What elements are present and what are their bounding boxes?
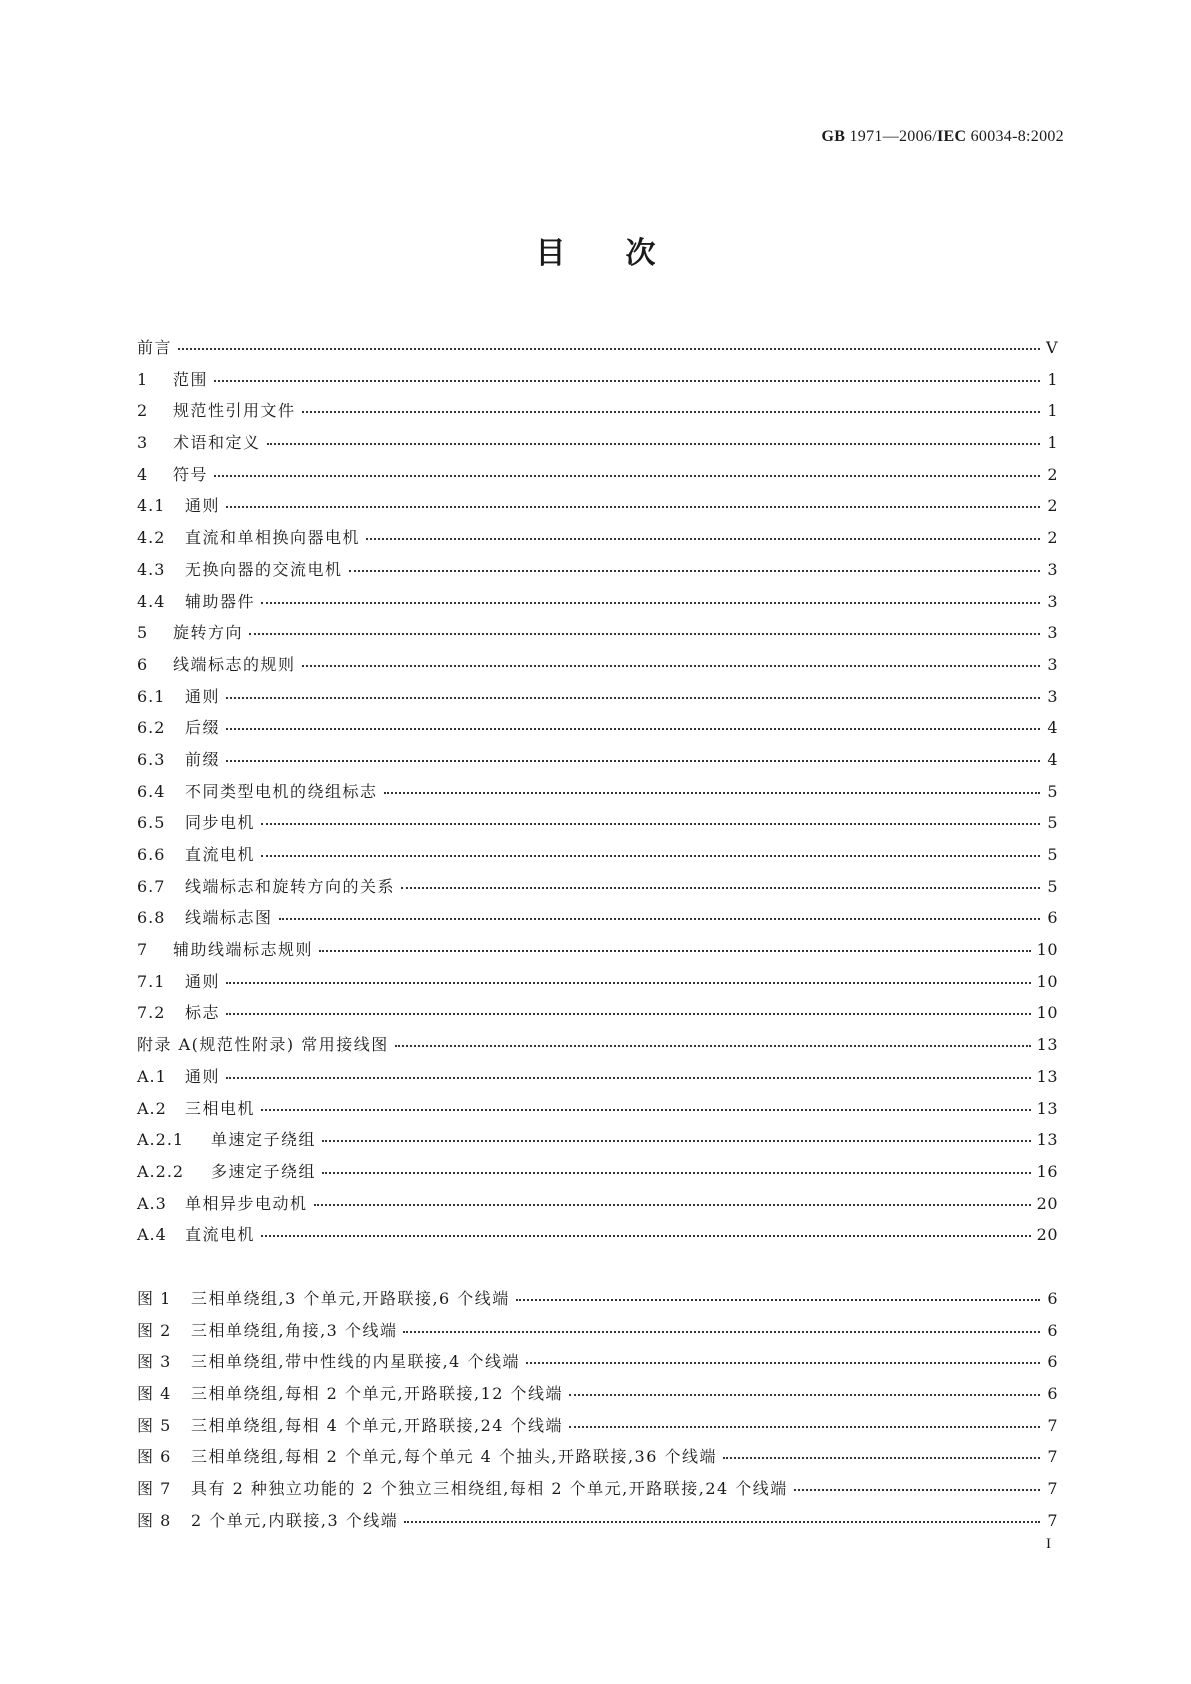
toc-entry[interactable]	[137, 1096, 1058, 1128]
dot-leader	[267, 443, 1040, 445]
toc-entry-label: 直流电机	[185, 1225, 256, 1245]
toc-entry[interactable]	[137, 557, 1058, 589]
toc-entry-page: 4	[1047, 749, 1058, 769]
toc-entry-page: 5	[1047, 813, 1058, 833]
figure-entry-label: 三相单绕组,每相 2 个单元,开路联接,12 个线端	[191, 1384, 564, 1404]
dot-leader	[302, 665, 1040, 667]
toc-entry-number: 4.4	[137, 591, 166, 611]
toc-entry[interactable]	[137, 810, 1058, 842]
dot-leader	[401, 887, 1040, 889]
figure-entry-page: 6	[1047, 1320, 1058, 1340]
toc-entry-number: 6.8	[137, 908, 166, 928]
toc-entry-number: 4.2	[137, 528, 166, 548]
toc-entry-label: 不同类型电机的绕组标志	[185, 781, 378, 801]
dot-leader	[249, 633, 1040, 635]
figure-entry-page: 7	[1047, 1415, 1058, 1435]
toc-entry-page: 5	[1047, 845, 1058, 864]
toc-entry[interactable]	[137, 462, 1058, 494]
dot-leader	[395, 1045, 1031, 1047]
toc-entry-label: 后缀	[185, 718, 221, 738]
toc-entry[interactable]	[137, 874, 1058, 906]
toc-entry[interactable]	[137, 969, 1058, 1001]
figure-entry[interactable]	[137, 1508, 1058, 1540]
toc-entry[interactable]	[137, 620, 1058, 652]
figure-entry-page: 7	[1047, 1447, 1058, 1467]
toc-entry-number: 7	[137, 940, 149, 960]
toc-entry-number: 5	[137, 623, 149, 643]
dot-leader	[526, 1362, 1040, 1364]
toc-entry-number: 6.1	[137, 686, 166, 706]
toc-entry[interactable]	[137, 335, 1058, 367]
toc-entry-number: 6.7	[137, 876, 166, 896]
toc-entry-page: 1	[1047, 401, 1058, 421]
toc-entry[interactable]	[137, 652, 1058, 684]
toc-entry-page: 13	[1036, 1066, 1058, 1086]
figure-entry-page: 6	[1047, 1352, 1058, 1372]
toc-entry-number: A.2	[137, 1098, 167, 1118]
toc-entry-page: 3	[1047, 591, 1058, 611]
toc-entry-page: 3	[1047, 559, 1058, 579]
toc-entry-page: 4	[1047, 718, 1058, 738]
dot-leader	[261, 855, 1040, 857]
dot-leader	[404, 1521, 1040, 1523]
toc-entry-number: 6.5	[137, 813, 166, 833]
dot-leader	[366, 538, 1040, 540]
toc-entry[interactable]	[137, 589, 1058, 621]
toc-entry-number: 4.3	[137, 559, 166, 579]
figure-entry-number: 图 5	[137, 1415, 172, 1435]
figure-entry-label: 三相单绕组,每相 4 个单元,开路联接,24 个线端	[191, 1415, 564, 1435]
toc-entry-page: 3	[1047, 654, 1058, 674]
dot-leader	[261, 1109, 1031, 1111]
toc-entry-label: 线端标志的规则	[173, 654, 296, 674]
table-of-contents	[137, 335, 1058, 1254]
standard-code-prefix: GB	[821, 128, 846, 145]
dot-leader	[569, 1426, 1040, 1428]
toc-entry[interactable]	[137, 937, 1058, 969]
toc-entry-label: 多速定子绕组	[211, 1161, 317, 1181]
figure-entry-number: 图 6	[137, 1447, 172, 1467]
toc-entry-label: 范围	[173, 369, 209, 389]
figure-entry-label: 具有 2 种独立功能的 2 个独立三相绕组,每相 2 个单元,开路联接,24 个线端	[191, 1479, 788, 1499]
figure-entry-label: 三相单绕组,每相 2 个单元,每个单元 4 个抽头,开路联接,36 个线端	[191, 1447, 717, 1467]
figure-entry-page: 6	[1047, 1289, 1058, 1308]
dot-leader	[302, 411, 1040, 413]
toc-entry-page: 13	[1036, 1098, 1058, 1118]
dot-leader	[214, 380, 1040, 382]
toc-entry-number: 6.2	[137, 718, 166, 738]
figure-entry[interactable]	[137, 1444, 1058, 1476]
figure-entry[interactable]	[137, 1318, 1058, 1350]
toc-entry-page: 10	[1036, 1003, 1058, 1023]
figure-entry-label: 三相单绕组,3 个单元,开路联接,6 个线端	[191, 1289, 510, 1308]
figure-entry-page: 7	[1047, 1510, 1058, 1530]
toc-entry-label: 同步电机	[185, 813, 256, 833]
dot-leader	[349, 570, 1040, 572]
figure-entry-number: 图 1	[137, 1289, 172, 1308]
toc-entry-page: 13	[1036, 1130, 1058, 1150]
toc-entry-label: 旋转方向	[173, 623, 244, 643]
figure-entry[interactable]	[137, 1349, 1058, 1381]
toc-entry[interactable]	[137, 1222, 1058, 1254]
toc-entry-label: 单速定子绕组	[211, 1130, 317, 1150]
page-number: I	[1046, 1536, 1051, 1552]
toc-entry[interactable]	[137, 1000, 1058, 1032]
toc-entry[interactable]	[137, 747, 1058, 779]
toc-entry[interactable]	[137, 525, 1058, 557]
toc-entry-label: 线端标志图	[185, 908, 273, 928]
toc-entry-label: 无换向器的交流电机	[185, 559, 343, 579]
toc-entry[interactable]	[137, 493, 1058, 525]
dot-leader	[214, 475, 1040, 477]
toc-entry-label: 通则	[185, 1066, 221, 1086]
toc-entry-number: 7.2	[137, 1003, 166, 1023]
toc-entry-label: 术语和定义	[173, 433, 261, 453]
dot-leader	[794, 1489, 1040, 1491]
toc-entry-label: 单相异步电动机	[185, 1193, 308, 1213]
dot-leader	[226, 982, 1031, 984]
toc-entry-label: 线端标志和旋转方向的关系	[185, 876, 396, 896]
toc-entry-label: 标志	[185, 1003, 221, 1023]
dot-leader	[723, 1457, 1040, 1459]
toc-entry[interactable]	[137, 715, 1058, 747]
standard-code-iec: IEC	[936, 128, 967, 145]
toc-entry-number: A.4	[137, 1225, 167, 1245]
toc-entry-label: 符号	[173, 464, 209, 484]
figure-entry-label: 三相单绕组,带中性线的内星联接,4 个线端	[191, 1352, 520, 1372]
dot-leader	[279, 918, 1040, 920]
dot-leader	[403, 1331, 1040, 1333]
toc-entry-number: 1	[137, 369, 149, 389]
figure-entry[interactable]	[137, 1381, 1058, 1413]
dot-leader	[319, 950, 1031, 952]
dot-leader	[226, 506, 1040, 508]
toc-entry[interactable]	[137, 842, 1058, 874]
figure-entry[interactable]	[137, 1476, 1058, 1508]
page-title: 目次	[535, 236, 716, 271]
dot-leader	[226, 697, 1040, 699]
toc-entry[interactable]	[137, 1191, 1058, 1223]
dot-leader	[569, 1394, 1040, 1396]
dot-leader	[226, 760, 1040, 762]
dot-leader	[261, 1235, 1031, 1237]
toc-entry-label: 直流和单相换向器电机	[185, 528, 361, 548]
toc-entry-page: 16	[1036, 1161, 1058, 1181]
toc-entry-page: 10	[1036, 940, 1058, 960]
dot-leader	[314, 1204, 1031, 1206]
toc-entry-page: 1	[1047, 433, 1058, 453]
toc-entry-label: 通则	[185, 496, 221, 516]
standard-code-iec-number: 60034-8:2002	[966, 128, 1064, 145]
toc-entry-number: 3	[137, 433, 149, 453]
figure-entry-number: 图 2	[137, 1320, 172, 1340]
toc-entry-label: 辅助线端标志规则	[173, 940, 314, 960]
toc-entry-page: 20	[1036, 1193, 1058, 1213]
toc-entry-number: 7.1	[137, 971, 166, 991]
dot-leader	[261, 823, 1040, 825]
toc-entry[interactable]	[137, 1159, 1058, 1191]
toc-entry-number: 2	[137, 401, 149, 421]
toc-entry[interactable]	[137, 1032, 1058, 1064]
toc-entry[interactable]	[137, 398, 1058, 430]
dot-leader	[226, 1013, 1031, 1015]
toc-entry-page: V	[1045, 338, 1058, 357]
toc-entry[interactable]	[137, 779, 1058, 811]
dot-leader	[516, 1299, 1040, 1301]
toc-entry-page: 6	[1047, 908, 1058, 928]
toc-entry-page: 3	[1047, 686, 1058, 706]
toc-entry-page: 13	[1036, 1035, 1058, 1055]
toc-entry-page: 2	[1047, 464, 1058, 484]
dot-leader	[226, 1077, 1031, 1079]
toc-entry-label: 直流电机	[185, 845, 256, 864]
figure-entry-page: 7	[1047, 1479, 1058, 1499]
toc-entry-label: 前缀	[185, 749, 221, 769]
toc-entry-label: 通则	[185, 686, 221, 706]
dot-leader	[322, 1140, 1031, 1142]
figure-entry-label: 三相单绕组,角接,3 个线端	[191, 1320, 398, 1340]
toc-entry-number: 6.6	[137, 845, 166, 864]
standard-code-number: 1971—2006/	[845, 128, 937, 145]
toc-entry-number: 6.4	[137, 781, 166, 801]
figure-list	[137, 1286, 1058, 1540]
toc-entry-page: 3	[1047, 623, 1058, 643]
toc-entry-label: 附录 A(规范性附录) 常用接线图	[137, 1035, 389, 1055]
figure-entry[interactable]	[137, 1286, 1058, 1318]
dot-leader	[384, 792, 1040, 794]
dot-leader	[261, 602, 1040, 604]
toc-entry-label: 规范性引用文件	[173, 401, 296, 421]
toc-entry-number: A.2.1	[137, 1130, 185, 1150]
figure-entry-number: 图 8	[137, 1510, 172, 1530]
toc-entry-page: 20	[1036, 1225, 1058, 1245]
toc-entry-number: 4	[137, 464, 149, 484]
figure-entry[interactable]	[137, 1413, 1058, 1445]
dot-leader	[226, 728, 1040, 730]
figure-entry-label: 2 个单元,内联接,3 个线端	[191, 1510, 399, 1530]
toc-entry-number: 6.3	[137, 749, 166, 769]
dot-leader	[322, 1172, 1031, 1174]
toc-entry[interactable]	[137, 1127, 1058, 1159]
toc-entry-number: A.2.2	[137, 1161, 185, 1181]
toc-entry-page: 2	[1047, 528, 1058, 548]
toc-entry-page: 10	[1036, 971, 1058, 991]
toc-entry-page: 5	[1047, 781, 1058, 801]
toc-entry[interactable]	[137, 367, 1058, 399]
dot-leader	[178, 348, 1040, 350]
figure-entry-number: 图 4	[137, 1384, 172, 1404]
toc-entry-number: A.1	[137, 1066, 167, 1086]
toc-entry-number: A.3	[137, 1193, 167, 1213]
toc-entry-label: 辅助器件	[185, 591, 256, 611]
toc-entry-number: 6	[137, 654, 149, 674]
toc-entry-page: 1	[1047, 369, 1058, 389]
toc-entry[interactable]	[137, 1064, 1058, 1096]
figure-entry-page: 6	[1047, 1384, 1058, 1404]
toc-entry[interactable]	[137, 684, 1058, 716]
standard-code	[821, 128, 1064, 146]
toc-entry-label: 通则	[185, 971, 221, 991]
toc-entry-label: 前言	[137, 338, 173, 357]
toc-entry-label: 三相电机	[185, 1098, 256, 1118]
toc-entry[interactable]	[137, 905, 1058, 937]
toc-entry-page: 5	[1047, 876, 1058, 896]
toc-entry[interactable]	[137, 430, 1058, 462]
figure-entry-number: 图 3	[137, 1352, 172, 1372]
toc-entry-page: 2	[1047, 496, 1058, 516]
figure-entry-number: 图 7	[137, 1479, 172, 1499]
toc-entry-number: 4.1	[137, 496, 166, 516]
